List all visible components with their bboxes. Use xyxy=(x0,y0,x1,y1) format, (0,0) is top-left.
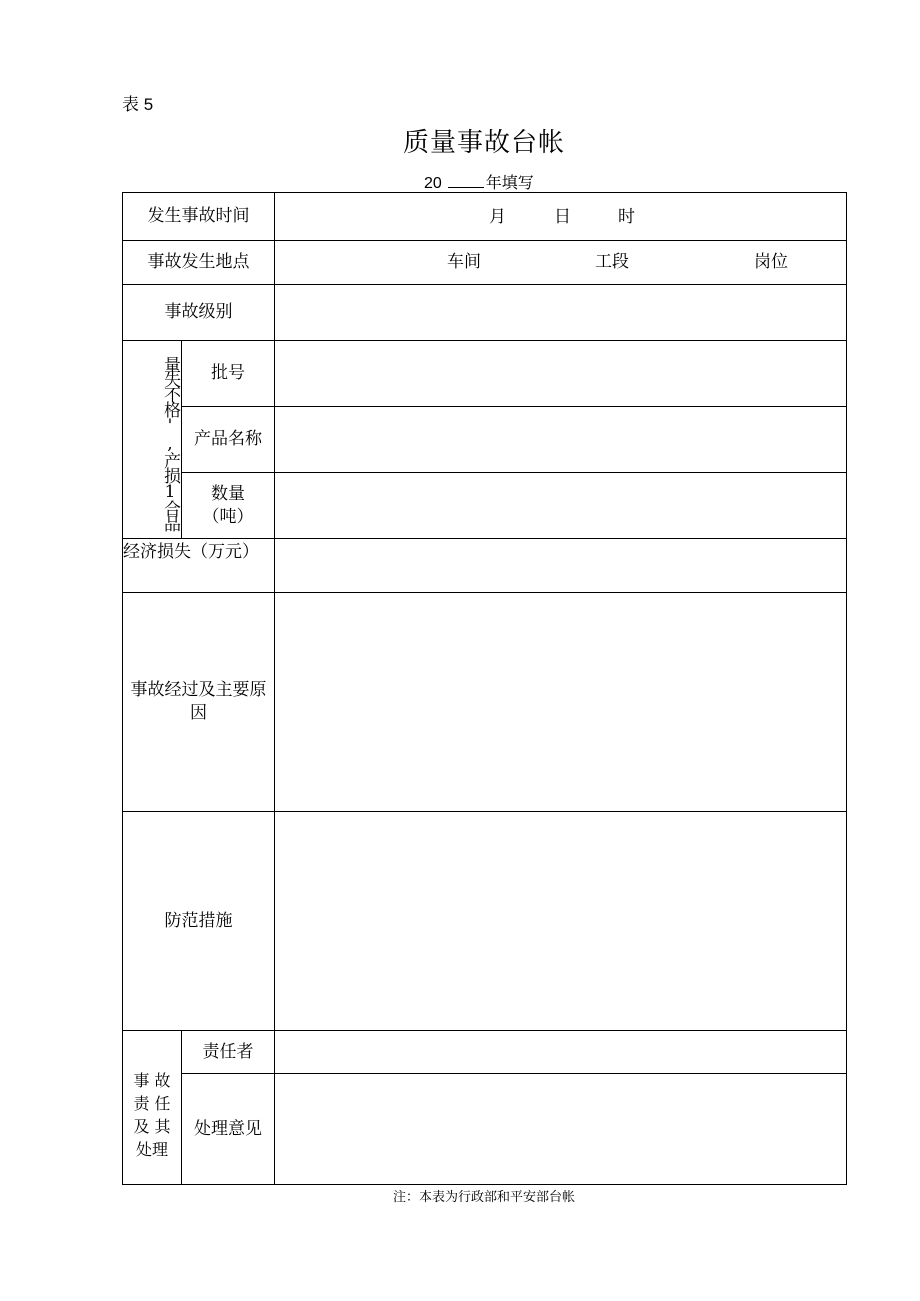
responsibility-group-line2: 责 任 xyxy=(133,1093,171,1113)
row-accident-location xyxy=(123,241,847,285)
economic-loss-value[interactable] xyxy=(275,539,847,593)
accident-time-value[interactable] xyxy=(275,193,847,241)
table-number: 表 5 xyxy=(122,95,154,114)
product-loss-group-label: 量失不格',产损1合品 xyxy=(123,341,182,539)
responsibility-group-label xyxy=(123,1031,182,1185)
quantity-label-line1: 数量 xyxy=(211,483,245,504)
day-label: 日 xyxy=(554,206,571,227)
responsibility-group-line1: 事 故 xyxy=(133,1070,171,1090)
product-name-value[interactable] xyxy=(275,407,847,473)
row-accident-time xyxy=(123,193,847,241)
accident-level-value[interactable] xyxy=(275,285,847,341)
accident-process-label xyxy=(123,593,275,812)
responsibility-group-line3: 及 其 xyxy=(133,1116,171,1136)
row-handling-opinion xyxy=(123,1074,847,1185)
year-blank[interactable] xyxy=(448,173,484,188)
accident-location-label: 事故发生地点 xyxy=(123,241,275,285)
handling-opinion-value[interactable] xyxy=(275,1074,847,1185)
accident-time-label: 发生事故时间 xyxy=(123,193,275,241)
row-prevention xyxy=(123,812,847,1031)
batch-number-value[interactable] xyxy=(275,341,847,407)
row-product-name xyxy=(123,407,847,473)
quantity-label xyxy=(182,473,275,539)
section-label: 工段 xyxy=(595,251,629,272)
accident-ledger-table xyxy=(122,192,847,1185)
post-label: 岗位 xyxy=(754,251,788,272)
accident-location-value[interactable] xyxy=(275,241,847,285)
accident-process-label-line2: 因 xyxy=(190,703,207,723)
footnote: 注：本表为行政部和平安部台帐 xyxy=(392,1190,575,1205)
row-batch-number xyxy=(123,341,847,407)
quantity-label-line2: （吨） xyxy=(202,506,254,527)
product-name-label: 产品名称 xyxy=(182,407,275,473)
responsibility-group-line4: 处理 xyxy=(135,1139,168,1159)
responsible-person-value[interactable] xyxy=(275,1031,847,1074)
handling-opinion-label: 处理意见 xyxy=(182,1074,275,1185)
accident-process-value[interactable] xyxy=(275,593,847,812)
batch-number-label: 批号 xyxy=(182,341,275,407)
quantity-value[interactable] xyxy=(275,473,847,539)
page-title: 质量事故台帐 xyxy=(402,128,565,158)
hour-label: 时 xyxy=(618,206,635,227)
accident-process-label-line1: 事故经过及主要原 xyxy=(130,680,267,700)
fill-year-line xyxy=(424,170,534,193)
economic-loss-label: 经济损失（万元） xyxy=(123,539,275,593)
responsible-person-label: 责任者 xyxy=(182,1031,275,1074)
row-accident-process xyxy=(123,593,847,812)
row-responsible-person xyxy=(123,1031,847,1074)
prevention-value[interactable] xyxy=(275,812,847,1031)
workshop-label: 车间 xyxy=(447,251,481,272)
row-accident-level xyxy=(123,285,847,341)
month-label: 月 xyxy=(489,206,506,227)
year-suffix: 年填写 xyxy=(485,173,534,192)
row-quantity xyxy=(123,473,847,539)
accident-level-label: 事故级别 xyxy=(123,285,275,341)
year-prefix: 20 xyxy=(424,175,442,192)
prevention-label: 防范措施 xyxy=(123,812,275,1031)
row-economic-loss xyxy=(123,539,847,593)
